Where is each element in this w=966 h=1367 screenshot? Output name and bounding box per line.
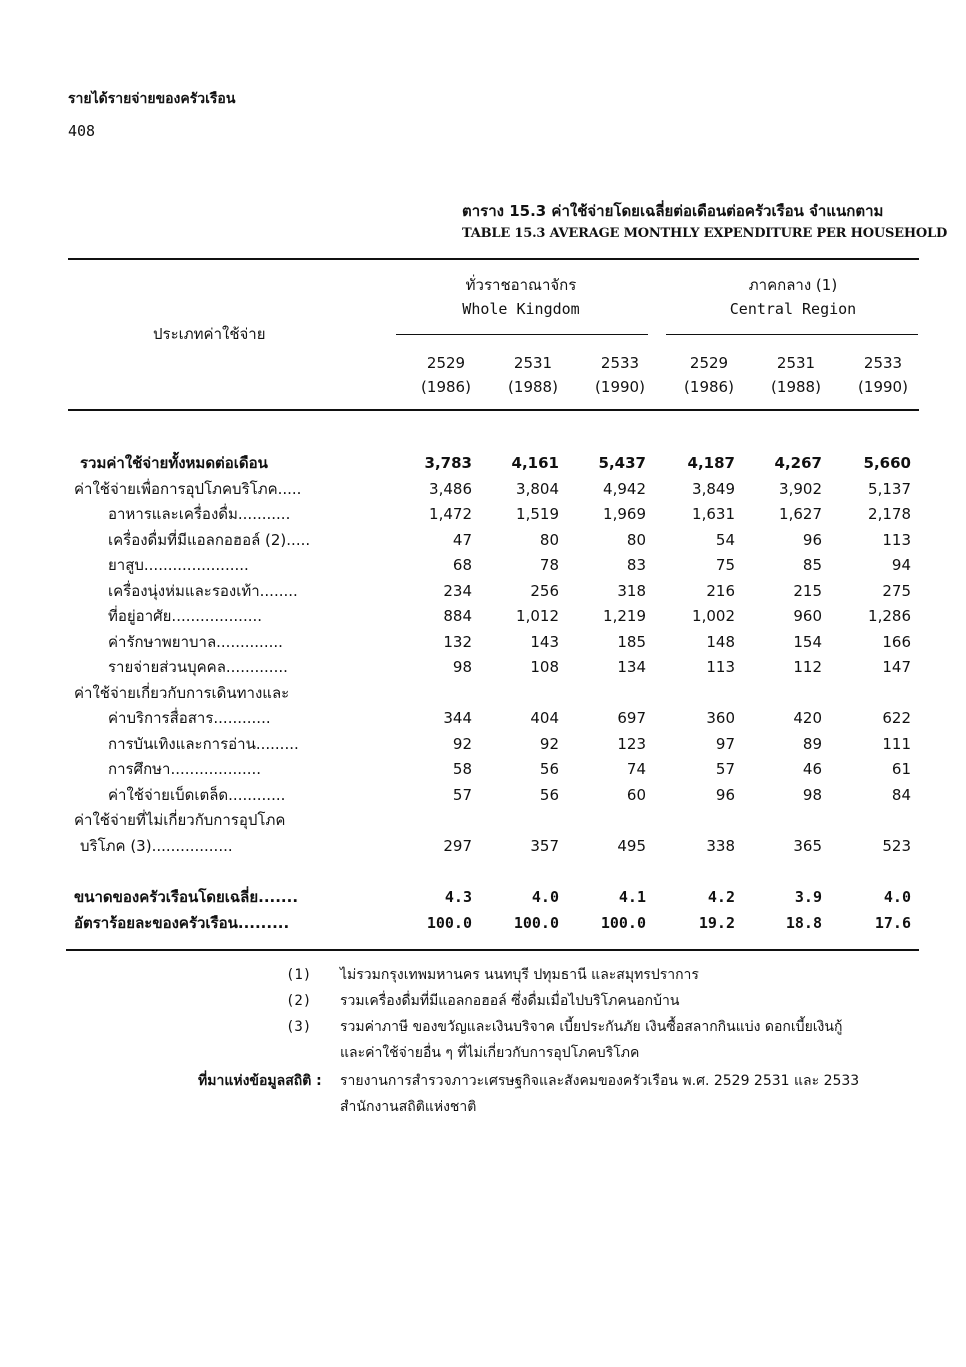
row-label: รายจ่ายส่วนบุคคล............. (108, 658, 288, 676)
year-header: 2533 (1990) (595, 354, 645, 396)
running-header: รายได้รายจ่ายของครัวเรือน (68, 91, 236, 107)
row-spacer (68, 859, 918, 885)
cell-value: 215 (793, 581, 822, 600)
table-row (68, 630, 918, 656)
cell-value: 56 (539, 760, 559, 778)
year-header: 2531 (1988) (508, 354, 558, 396)
source-label: ที่มาแห่งข้อมูลสถิติ : (198, 1073, 322, 1089)
row-label: การบันเทิงและการอ่าน......... (108, 734, 299, 753)
cell-value: 297 (443, 836, 472, 855)
cell-value: 19.2 (698, 913, 735, 932)
cell-value: 234 (443, 581, 472, 600)
cell-value: 404 (530, 709, 559, 727)
cell-value: 57 (452, 785, 472, 804)
cell-value: 1,286 (868, 607, 911, 625)
row-label: ค่าบริการสื่อสาร............ (108, 709, 271, 727)
cell-value: 185 (617, 632, 646, 651)
year-header: 2531 (1988) (771, 354, 821, 396)
cell-value: 523 (882, 836, 911, 855)
footnote-mark: (3) (286, 1019, 312, 1035)
cell-value: 357 (530, 836, 559, 855)
cell-value: 83 (626, 556, 646, 574)
cell-value: 256 (530, 581, 559, 600)
cell-value: 1,627 (779, 505, 822, 523)
footnote-mark: (2) (286, 993, 312, 1009)
table-top-rule (68, 258, 919, 260)
row-label: เครื่องดื่มที่มีแอลกอฮอล์ (2)..... (108, 530, 311, 549)
cell-value: 108 (530, 658, 559, 676)
cell-value: 94 (891, 556, 911, 574)
year-header: 2533 (1990) (858, 354, 908, 396)
cell-value: 148 (706, 632, 735, 651)
column-group-central-region (668, 273, 918, 321)
column-group-whole-kingdom (396, 273, 646, 321)
cell-value: 113 (706, 658, 735, 676)
cell-value: 4,161 (511, 454, 559, 472)
table-row (68, 528, 918, 554)
cell-value: 68 (452, 556, 472, 574)
table-bottom-rule (66, 949, 919, 951)
row-label: ค่าใช้จ่ายเบ็ดเตล็ด............ (108, 785, 286, 804)
cell-value: 1,969 (603, 505, 646, 523)
table-body (68, 451, 918, 936)
cell-value: 100.0 (600, 913, 646, 932)
cell-value: 5,660 (863, 454, 911, 472)
row-label: ที่อยู่อาศัย................... (108, 607, 263, 625)
cell-value: 4,942 (603, 479, 646, 498)
cell-value: 1,219 (603, 607, 646, 625)
row-label: ขนาดของครัวเรือนโดยเฉลี่ย....... (74, 888, 299, 906)
table-row (68, 477, 918, 503)
group-thai-label: ภาคกลาง (1) (748, 276, 838, 294)
row-label: อาหารและเครื่องดื่ม........... (108, 505, 291, 523)
group-underline-whole-kingdom (396, 334, 648, 335)
cell-value: 1,631 (692, 505, 735, 523)
table-row (68, 681, 918, 707)
cell-value: 18.8 (785, 913, 822, 932)
table-row (68, 757, 918, 783)
page-number: 408 (68, 122, 96, 140)
cell-value: 3,902 (779, 479, 822, 498)
table-row (68, 655, 918, 681)
cell-value: 75 (715, 556, 735, 574)
cell-value: 54 (715, 530, 735, 549)
table-row (68, 885, 918, 911)
table-title-thai: ตาราง 15.3 ค่าใช้จ่ายโดยเฉลี่ยต่อเดือนต่อครัวเรือน จำแนกตาม (462, 202, 884, 220)
cell-value: 166 (882, 632, 911, 651)
cell-value: 495 (617, 836, 646, 855)
cell-value: 96 (715, 785, 735, 804)
cell-value: 61 (891, 760, 911, 778)
cell-value: 113 (882, 530, 911, 549)
group-thai-label: ทั่วราชอาณาจักร (465, 276, 577, 294)
cell-value: 98 (802, 785, 822, 804)
cell-value: 112 (793, 658, 822, 676)
row-label: การศึกษา................... (108, 760, 262, 778)
row-label: ยาสูบ...................... (108, 556, 249, 574)
cell-value: 2,178 (868, 505, 911, 523)
cell-value: 100.0 (513, 913, 559, 932)
cell-value: 5,437 (598, 454, 646, 472)
cell-value: 80 (626, 530, 646, 549)
table-row (68, 834, 918, 860)
cell-value: 3,804 (516, 479, 559, 498)
cell-value: 4.3 (444, 888, 472, 906)
cell-value: 132 (443, 632, 472, 651)
row-label: เครื่องนุ่งห่มและรองเท้า........ (108, 581, 298, 600)
cell-value: 47 (452, 530, 472, 549)
row-label: ค่าใช้จ่ายเพื่อการอุปโภคบริโภค..... (74, 479, 302, 498)
cell-value: 123 (617, 734, 646, 753)
table-row (68, 502, 918, 528)
cell-value: 89 (802, 734, 822, 753)
cell-value: 3,486 (429, 479, 472, 498)
cell-value: 98 (452, 658, 472, 676)
cell-value: 46 (802, 760, 822, 778)
cell-value: 92 (452, 734, 472, 753)
cell-value: 80 (539, 530, 559, 549)
row-label: ค่าใช้จ่ายเกี่ยวกับการเดินทางและ (74, 683, 290, 702)
group-english-label: Central Region (729, 300, 857, 318)
cell-value: 111 (882, 734, 911, 753)
cell-value: 92 (539, 734, 559, 753)
table-row (68, 706, 918, 732)
cell-value: 154 (793, 632, 822, 651)
cell-value: 360 (706, 709, 735, 727)
cell-value: 85 (802, 556, 822, 574)
cell-value: 4.0 (531, 888, 559, 906)
cell-value: 884 (443, 607, 472, 625)
cell-value: 338 (706, 836, 735, 855)
cell-value: 57 (715, 760, 735, 778)
cell-value: 147 (882, 658, 911, 676)
table-row (68, 604, 918, 630)
cell-value: 344 (443, 709, 472, 727)
cell-value: 960 (793, 607, 822, 625)
cell-value: 318 (617, 581, 646, 600)
cell-value: 1,472 (429, 505, 472, 523)
table-row (68, 808, 918, 834)
cell-value: 100.0 (426, 913, 472, 932)
table-title-english: TABLE 15.3 AVERAGE MONTHLY EXPENDITURE PER HOUSEHOLD (462, 226, 948, 241)
cell-value: 1,519 (516, 505, 559, 523)
cell-value: 622 (882, 709, 911, 727)
table-row (68, 451, 918, 477)
cell-value: 78 (539, 556, 559, 574)
table-row (68, 579, 918, 605)
cell-value: 216 (706, 581, 735, 600)
cell-value: 58 (452, 760, 472, 778)
cell-value: 3,849 (692, 479, 735, 498)
cell-value: 4,187 (687, 454, 735, 472)
year-header: 2529 (1986) (684, 354, 734, 396)
cell-value: 74 (626, 760, 646, 778)
cell-value: 96 (802, 530, 822, 549)
cell-value: 97 (715, 734, 735, 753)
cell-value: 420 (793, 709, 822, 727)
cell-value: 4.2 (707, 888, 735, 906)
cell-value: 3,783 (424, 454, 472, 472)
source-agency: สำนักงานสถิติแห่งชาติ (340, 1099, 477, 1115)
group-english-label: Whole Kingdom (462, 300, 580, 318)
cell-value: 4,267 (774, 454, 822, 472)
cell-value: 1,002 (692, 607, 735, 625)
row-label: บริโภค (3)................. (80, 836, 233, 855)
cell-value: 17.6 (874, 913, 911, 932)
row-label: อัตราร้อยละของครัวเรือน......... (74, 913, 290, 932)
footnote-text: ไม่รวมกรุงเทพมหานคร นนทบุรี ปทุมธานี และสมุทรปราการ (340, 967, 699, 983)
cell-value: 134 (617, 658, 646, 676)
cell-value: 4.0 (883, 888, 911, 906)
cell-value: 4.1 (618, 888, 646, 906)
cell-value: 3.9 (794, 888, 822, 906)
row-label: รวมค่าใช้จ่ายทั้งหมดต่อเดือน (80, 454, 268, 472)
row-header-label: ประเภทค่าใช้จ่าย (153, 325, 266, 343)
row-label: ค่าใช้จ่ายที่ไม่เกี่ยวกับการอุปโภค (74, 811, 286, 829)
header-bottom-rule (68, 409, 919, 411)
table-row (68, 911, 918, 937)
table-row (68, 783, 918, 809)
source-text: รายงานการสำรวจภาวะเศรษฐกิจและสังคมของครัวเรือน พ.ศ. 2529 2531 และ 2533 (340, 1073, 860, 1089)
cell-value: 365 (793, 836, 822, 855)
footnote-text: รวมเครื่องดื่มที่มีแอลกอฮอล์ ซึ่งดื่มเมื่อไปบริโภคนอกบ้าน (340, 993, 680, 1009)
group-underline-central-region (666, 334, 918, 335)
cell-value: 84 (891, 785, 911, 804)
footnote-text: และค่าใช้จ่ายอื่น ๆ ที่ไม่เกี่ยวกับการอุปโภคบริโภค (340, 1045, 640, 1061)
year-header: 2529 (1986) (421, 354, 471, 396)
cell-value: 1,012 (516, 607, 559, 625)
footnote-mark: (1) (286, 967, 312, 983)
cell-value: 143 (530, 632, 559, 651)
cell-value: 56 (539, 785, 559, 804)
table-row (68, 553, 918, 579)
cell-value: 275 (882, 581, 911, 600)
cell-value: 5,137 (868, 479, 911, 498)
cell-value: 697 (617, 709, 646, 727)
cell-value: 60 (626, 785, 646, 804)
table-row (68, 732, 918, 758)
footnote-text: รวมค่าภาษี ของขวัญและเงินบริจาค เบี้ยประกันภัย เงินซื้อสลากกินแบ่ง ดอกเบี้ยเงินกู้ (340, 1019, 843, 1035)
row-label: ค่ารักษาพยาบาล.............. (108, 632, 283, 651)
